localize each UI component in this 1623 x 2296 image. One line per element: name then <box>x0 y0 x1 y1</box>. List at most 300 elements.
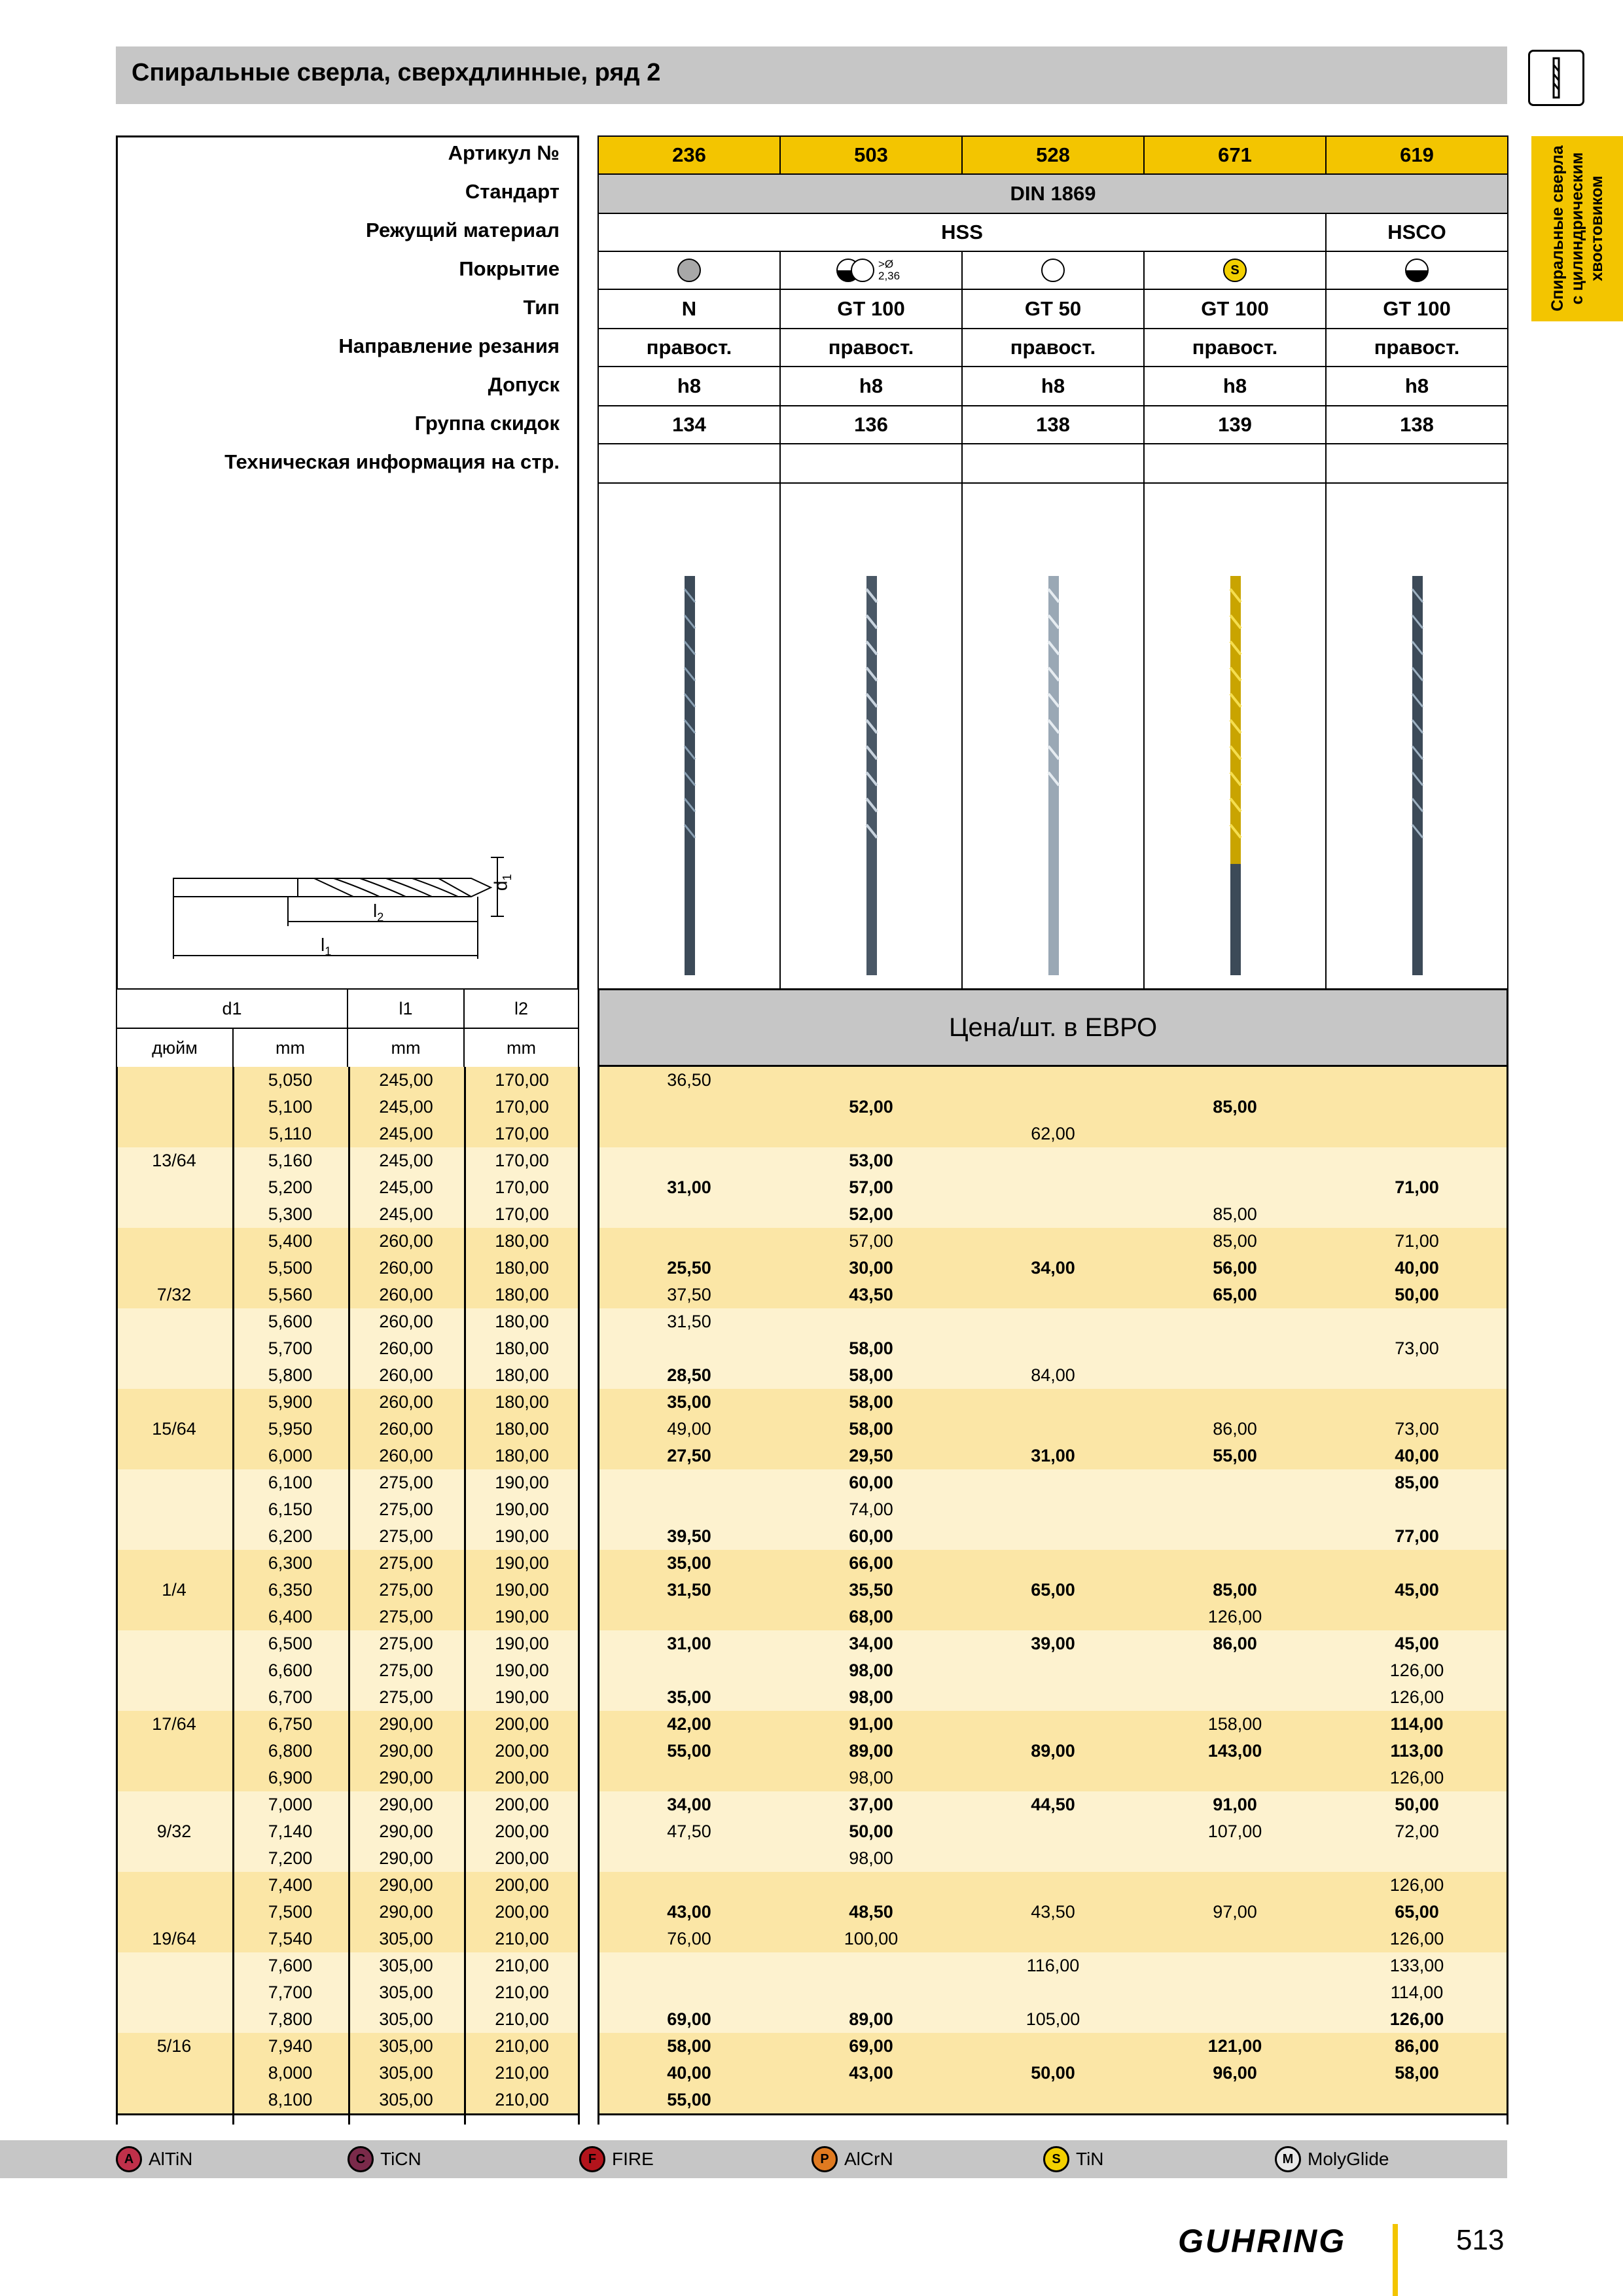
header-mm-l2: mm <box>463 1028 579 1068</box>
cell-d1: 7,000 <box>268 1795 313 1814</box>
cell-inch <box>116 1335 232 1362</box>
column-divider <box>348 1067 350 2125</box>
type-619: GT 100 <box>1325 289 1508 329</box>
cell-d1: 5,110 <box>268 1124 312 1143</box>
cell-d1: 7,800 <box>268 2009 313 2029</box>
price-cell-236 <box>597 1469 781 1496</box>
price-cell-528 <box>961 1818 1145 1845</box>
price-cell-671 <box>1143 1684 1327 1711</box>
table-row <box>116 2033 1508 2060</box>
price-cell-671: 55,00 <box>1213 1446 1257 1465</box>
discount-619: 138 <box>1325 405 1508 444</box>
price-cell-236 <box>597 1872 781 1899</box>
price-cell-619: 126,00 <box>1389 1660 1444 1680</box>
cell-l1: 290,00 <box>379 1902 433 1922</box>
page-number: 513 <box>1456 2224 1505 2256</box>
price-cell-503: 60,00 <box>849 1473 893 1492</box>
price-cell-503: 43,00 <box>849 2063 893 2083</box>
header-l2: l2 <box>463 988 579 1029</box>
techinfo-236[interactable] <box>597 443 781 484</box>
price-cell-503: 98,00 <box>849 1768 893 1787</box>
price-cell-528: 34,00 <box>1031 1258 1075 1278</box>
table-row <box>116 1174 1508 1201</box>
cell-inch: 15/64 <box>152 1419 196 1439</box>
price-cell-671 <box>1143 1523 1327 1550</box>
price-cell-528 <box>961 1523 1145 1550</box>
header-mm-d1: mm <box>232 1028 348 1068</box>
table-row <box>116 1496 1508 1523</box>
cell-l2: 200,00 <box>495 1768 549 1787</box>
price-cell-236 <box>597 1657 781 1684</box>
table-row <box>116 1443 1508 1469</box>
column-divider <box>464 1067 466 2125</box>
table-row <box>116 1282 1508 1308</box>
cell-l1: 305,00 <box>379 2090 433 2109</box>
legend-label: FIRE <box>612 2149 654 2169</box>
cell-l2: 200,00 <box>495 1875 549 1895</box>
cell-inch: 17/64 <box>152 1714 196 1734</box>
direction-671: правост. <box>1143 328 1327 367</box>
price-cell-236: 55,00 <box>667 1741 711 1761</box>
price-cell-671: 85,00 <box>1213 1097 1257 1117</box>
cell-d1: 6,300 <box>268 1553 313 1573</box>
drill-image-619 <box>1404 576 1431 975</box>
coating-note: >Ø 2,36 <box>878 258 901 282</box>
table-row <box>116 1604 1508 1630</box>
cell-l2: 210,00 <box>495 1982 549 2002</box>
cell-l2: 200,00 <box>495 1795 549 1814</box>
price-cell-619 <box>1325 1389 1508 1416</box>
cell-inch: 19/64 <box>152 1929 196 1948</box>
legend-item-tin <box>1043 2145 1104 2173</box>
table-row <box>116 1577 1508 1604</box>
drill-image-528 <box>1041 576 1067 975</box>
table-row <box>116 1362 1508 1389</box>
cell-d1: 8,100 <box>268 2090 313 2109</box>
cell-inch <box>116 1845 232 1872</box>
cell-d1: 5,400 <box>268 1231 313 1251</box>
coating-cell-5 <box>1325 251 1508 290</box>
price-cell-528 <box>961 1684 1145 1711</box>
cell-d1: 6,100 <box>268 1473 313 1492</box>
price-cell-236: 27,50 <box>667 1446 711 1465</box>
coating-bright-icon <box>1041 259 1065 282</box>
cell-d1: 5,200 <box>268 1177 313 1197</box>
price-cell-503 <box>779 1872 963 1899</box>
cell-d1: 6,350 <box>268 1580 313 1600</box>
price-cell-528 <box>961 1496 1145 1523</box>
price-cell-528: 116,00 <box>1026 1956 1080 1975</box>
table-row <box>116 1121 1508 1147</box>
price-cell-528: 44,50 <box>1031 1795 1075 1814</box>
cell-l1: 245,00 <box>379 1097 433 1117</box>
price-cell-619: 40,00 <box>1395 1258 1439 1278</box>
price-cell-671 <box>1143 1389 1327 1416</box>
cell-l1: 260,00 <box>379 1446 433 1465</box>
direction-236: правост. <box>597 328 781 367</box>
price-table <box>116 1067 1508 2115</box>
price-cell-619: 85,00 <box>1395 1473 1439 1492</box>
price-cell-236: 35,00 <box>667 1687 711 1707</box>
price-cell-671 <box>1143 1872 1327 1899</box>
header-inch: дюйм <box>116 1028 234 1068</box>
side-tab[interactable] <box>1531 136 1623 321</box>
article-503[interactable]: 503 <box>779 135 963 175</box>
price-cell-619: 126,00 <box>1389 2009 1444 2029</box>
cell-l2: 170,00 <box>495 1177 549 1197</box>
legend-item-alcrn <box>812 2145 893 2173</box>
price-cell-619 <box>1325 1308 1508 1335</box>
techinfo-671[interactable] <box>1143 443 1327 484</box>
price-cell-528 <box>961 1765 1145 1791</box>
type-671: GT 100 <box>1143 289 1327 329</box>
price-cell-671: 107,00 <box>1207 1821 1262 1841</box>
coating-altin-icon: A <box>116 2146 142 2172</box>
cell-l2: 210,00 <box>495 1929 549 1948</box>
price-cell-236 <box>597 1952 781 1979</box>
price-cell-528: 84,00 <box>1031 1365 1075 1385</box>
price-cell-619 <box>1325 1362 1508 1389</box>
cell-l1: 275,00 <box>379 1607 433 1626</box>
cell-d1: 6,600 <box>268 1660 313 1680</box>
price-cell-671 <box>1143 1765 1327 1791</box>
cell-d1: 7,500 <box>268 1902 313 1922</box>
price-cell-619 <box>1325 2087 1508 2113</box>
price-cell-671 <box>1143 1308 1327 1335</box>
table-bottom-border <box>597 2113 1508 2115</box>
cell-l2: 170,00 <box>495 1070 549 1090</box>
price-cell-671 <box>1143 1926 1327 1952</box>
tolerance-503: h8 <box>779 366 963 406</box>
price-cell-528 <box>961 1926 1145 1952</box>
price-cell-528 <box>961 1067 1145 1094</box>
article-528[interactable]: 528 <box>961 135 1145 175</box>
cell-inch: 7/32 <box>156 1285 192 1304</box>
header-l1: l1 <box>347 988 465 1029</box>
cell-d1: 5,160 <box>268 1151 313 1170</box>
cell-l2: 210,00 <box>495 1956 549 1975</box>
cell-l2: 190,00 <box>495 1526 549 1546</box>
cell-l1: 245,00 <box>379 1177 433 1197</box>
price-cell-236 <box>597 1201 781 1228</box>
cell-inch <box>116 1738 232 1765</box>
price-cell-671: 65,00 <box>1213 1285 1257 1304</box>
label-discount: Группа скидок <box>414 412 560 435</box>
price-cell-671 <box>1143 1496 1327 1523</box>
price-cell-503: 89,00 <box>849 2009 893 2029</box>
side-tab-line-3: хвостовиком <box>1588 175 1606 281</box>
price-cell-236: 31,00 <box>667 1634 711 1653</box>
cell-l2: 180,00 <box>495 1285 549 1304</box>
drill-image-503 <box>859 576 885 975</box>
table-row <box>116 1684 1508 1711</box>
cell-l1: 305,00 <box>379 2009 433 2029</box>
cell-inch <box>116 1899 232 1926</box>
price-cell-236: 39,50 <box>667 1526 711 1546</box>
cell-l1: 275,00 <box>379 1473 433 1492</box>
table-row <box>116 1147 1508 1174</box>
price-cell-528: 43,50 <box>1031 1902 1075 1922</box>
cell-l1: 275,00 <box>379 1499 433 1519</box>
price-cell-503: 43,50 <box>849 1285 893 1304</box>
price-cell-236: 76,00 <box>667 1929 711 1948</box>
column-divider <box>597 1067 599 2125</box>
cell-inch <box>116 1201 232 1228</box>
header-d1: d1 <box>116 988 348 1029</box>
article-671[interactable]: 671 <box>1143 135 1327 175</box>
cell-inch <box>116 1684 232 1711</box>
price-cell-236 <box>597 1335 781 1362</box>
label-tolerance: Допуск <box>488 373 560 396</box>
price-cell-619 <box>1325 1604 1508 1630</box>
price-cell-503 <box>779 1308 963 1335</box>
table-row <box>116 1872 1508 1899</box>
price-cell-236: 35,00 <box>667 1392 711 1412</box>
cell-d1: 5,900 <box>268 1392 313 1412</box>
techinfo-503[interactable] <box>779 443 963 484</box>
price-cell-528 <box>961 1711 1145 1738</box>
price-cell-236 <box>597 1094 781 1121</box>
price-cell-619: 77,00 <box>1395 1526 1439 1546</box>
coating-fire-icon: F <box>579 2146 605 2172</box>
cell-l1: 260,00 <box>379 1258 433 1278</box>
cell-inch <box>116 1550 232 1577</box>
cell-l2: 180,00 <box>495 1419 549 1439</box>
price-cell-528 <box>961 1094 1145 1121</box>
cell-d1: 6,750 <box>268 1714 313 1734</box>
price-cell-236 <box>597 1604 781 1630</box>
price-cell-528 <box>961 1845 1145 1872</box>
price-cell-503: 50,00 <box>849 1821 893 1841</box>
price-cell-619: 50,00 <box>1395 1285 1439 1304</box>
price-cell-503: 98,00 <box>849 1848 893 1868</box>
price-cell-619 <box>1325 1094 1508 1121</box>
coating-steam-icon <box>677 259 701 282</box>
label-article: Артикул № <box>448 141 560 164</box>
price-cell-528 <box>961 1228 1145 1255</box>
price-cell-503: 74,00 <box>849 1499 893 1519</box>
price-cell-236: 35,00 <box>667 1553 711 1573</box>
table-row <box>116 1765 1508 1791</box>
price-cell-236 <box>597 1765 781 1791</box>
cell-l1: 290,00 <box>379 1821 433 1841</box>
price-cell-619: 113,00 <box>1390 1741 1444 1761</box>
cell-l1: 275,00 <box>379 1660 433 1680</box>
price-cell-528: 105,00 <box>1026 2009 1080 2029</box>
cell-l2: 200,00 <box>495 1821 549 1841</box>
price-cell-503: 48,50 <box>849 1902 893 1922</box>
cell-l1: 290,00 <box>379 1714 433 1734</box>
cell-inch: 13/64 <box>152 1151 196 1170</box>
cell-inch <box>116 1657 232 1684</box>
price-cell-619: 126,00 <box>1389 1687 1444 1707</box>
cell-l2: 180,00 <box>495 1392 549 1412</box>
price-cell-236: 40,00 <box>667 2063 711 2083</box>
brand-logo: GUHRING <box>1178 2223 1347 2259</box>
cell-l1: 305,00 <box>379 1929 433 1948</box>
cell-l2: 190,00 <box>495 1553 549 1573</box>
table-row <box>116 1469 1508 1496</box>
price-cell-503: 37,00 <box>849 1795 893 1814</box>
price-cell-528 <box>961 1174 1145 1201</box>
table-row <box>116 2006 1508 2033</box>
cell-l1: 260,00 <box>379 1312 433 1331</box>
cell-inch <box>116 1469 232 1496</box>
cell-l2: 170,00 <box>495 1124 549 1143</box>
price-cell-671 <box>1143 1174 1327 1201</box>
price-cell-236: 31,00 <box>667 1177 711 1197</box>
cell-l2: 210,00 <box>495 2036 549 2056</box>
price-cell-619: 133,00 <box>1389 1956 1444 1975</box>
legend-item-fire <box>579 2145 654 2173</box>
price-cell-236 <box>597 1121 781 1147</box>
material-hss: HSS <box>597 213 1327 252</box>
price-cell-671 <box>1143 1335 1327 1362</box>
cell-d1: 7,940 <box>268 2036 313 2056</box>
price-cell-671: 126,00 <box>1207 1607 1262 1626</box>
price-cell-671: 97,00 <box>1213 1902 1257 1922</box>
price-cell-671 <box>1143 1657 1327 1684</box>
price-cell-528: 31,00 <box>1031 1446 1075 1465</box>
price-cell-619 <box>1325 1121 1508 1147</box>
price-cell-619 <box>1325 1067 1508 1094</box>
price-cell-619: 71,00 <box>1395 1231 1439 1251</box>
table-row <box>116 2087 1508 2113</box>
cell-inch <box>116 2060 232 2087</box>
price-cell-503: 100,00 <box>844 1929 899 1948</box>
cell-inch <box>116 1094 232 1121</box>
material-hsco: HSCO <box>1325 213 1508 252</box>
cell-d1: 5,560 <box>268 1285 313 1304</box>
cell-inch <box>116 1308 232 1335</box>
price-cell-503: 66,00 <box>849 1553 893 1573</box>
cell-d1: 5,800 <box>268 1365 313 1385</box>
legend-label: TiN <box>1076 2149 1104 2169</box>
cell-l2: 170,00 <box>495 1204 549 1224</box>
cell-inch <box>116 1174 232 1201</box>
table-row <box>116 1979 1508 2006</box>
cell-d1: 5,050 <box>268 1070 313 1090</box>
cell-l2: 180,00 <box>495 1446 549 1465</box>
cell-l1: 290,00 <box>379 1848 433 1868</box>
price-cell-671 <box>1143 1952 1327 1979</box>
cell-l1: 260,00 <box>379 1392 433 1412</box>
cell-l1: 275,00 <box>379 1580 433 1600</box>
price-cell-528 <box>961 1604 1145 1630</box>
price-cell-671: 85,00 <box>1213 1204 1257 1224</box>
cell-inch <box>116 1604 232 1630</box>
cell-inch <box>116 1630 232 1657</box>
coating-half-icon <box>1405 259 1429 282</box>
table-row <box>116 1738 1508 1765</box>
direction-528: правост. <box>961 328 1145 367</box>
cell-l2: 170,00 <box>495 1151 549 1170</box>
table-row <box>116 1201 1508 1228</box>
cell-l1: 275,00 <box>379 1526 433 1546</box>
legend-label: TiCN <box>380 2149 421 2169</box>
drill-category-icon <box>1528 50 1584 106</box>
price-cell-619: 50,00 <box>1395 1795 1439 1814</box>
cell-d1: 5,950 <box>268 1419 313 1439</box>
price-cell-503: 69,00 <box>849 2036 893 2056</box>
price-cell-619 <box>1325 1147 1508 1174</box>
coating-ticn-icon: C <box>348 2146 374 2172</box>
cell-d1: 5,600 <box>268 1312 313 1331</box>
cell-l1: 260,00 <box>379 1365 433 1385</box>
article-619[interactable]: 619 <box>1325 135 1508 175</box>
price-cell-671 <box>1143 1845 1327 1872</box>
techinfo-528[interactable] <box>961 443 1145 484</box>
cell-d1: 8,000 <box>268 2063 313 2083</box>
cell-inch: 9/32 <box>156 1821 192 1841</box>
label-standard: Стандарт <box>465 180 560 203</box>
cell-l2: 200,00 <box>495 1714 549 1734</box>
coating-tin-icon: S <box>1223 259 1247 282</box>
price-cell-671 <box>1143 1362 1327 1389</box>
price-cell-236: 31,50 <box>667 1312 711 1331</box>
table-row <box>116 1335 1508 1362</box>
coating-tin-icon: S <box>1043 2146 1069 2172</box>
price-cell-528 <box>961 2087 1145 2113</box>
cell-inch <box>116 1067 232 1094</box>
price-cell-503: 53,00 <box>849 1151 893 1170</box>
price-cell-528 <box>961 1147 1145 1174</box>
cell-d1: 7,600 <box>268 1956 313 1975</box>
table-row <box>116 1899 1508 1926</box>
direction-619: правост. <box>1325 328 1508 367</box>
cell-inch <box>116 1496 232 1523</box>
price-cell-503: 98,00 <box>849 1660 893 1680</box>
table-gap <box>579 1067 597 2125</box>
cell-l1: 245,00 <box>379 1124 433 1143</box>
tolerance-671: h8 <box>1143 366 1327 406</box>
price-cell-528 <box>961 1550 1145 1577</box>
table-row <box>116 1094 1508 1121</box>
price-cell-619: 114,00 <box>1390 1982 1444 2002</box>
price-cell-503 <box>779 1121 963 1147</box>
price-cell-503: 34,00 <box>849 1634 893 1653</box>
table-row <box>116 1308 1508 1335</box>
label-techinfo: Техническая информация на стр. <box>224 450 560 473</box>
price-cell-528 <box>961 1335 1145 1362</box>
cell-d1: 5,300 <box>268 1204 313 1224</box>
page-title: Спиральные сверла, сверхдлинные, ряд 2 <box>132 59 661 86</box>
price-cell-619: 73,00 <box>1395 1419 1439 1439</box>
price-cell-619: 86,00 <box>1395 2036 1439 2056</box>
price-cell-528 <box>961 1979 1145 2006</box>
table-bottom-border <box>116 2113 580 2115</box>
coating-cell-2 <box>779 251 963 290</box>
cell-inch <box>116 1979 232 2006</box>
cell-l2: 200,00 <box>495 1741 549 1761</box>
techinfo-619[interactable] <box>1325 443 1508 484</box>
cell-inch <box>116 1791 232 1818</box>
price-cell-528 <box>961 1282 1145 1308</box>
cell-l2: 210,00 <box>495 2009 549 2029</box>
price-cell-619: 114,00 <box>1390 1714 1444 1734</box>
column-divider <box>232 1067 234 2125</box>
price-cell-236: 37,50 <box>667 1285 711 1304</box>
price-cell-503: 52,00 <box>849 1097 893 1117</box>
price-cell-528: 39,00 <box>1031 1634 1075 1653</box>
price-cell-671: 85,00 <box>1213 1580 1257 1600</box>
price-cell-619: 126,00 <box>1389 1768 1444 1787</box>
article-236[interactable]: 236 <box>597 135 781 175</box>
price-header: Цена/шт. в ЕВРО <box>597 988 1508 1067</box>
cell-d1: 6,000 <box>268 1446 313 1465</box>
table-row <box>116 1067 1508 1094</box>
price-cell-236 <box>597 1147 781 1174</box>
